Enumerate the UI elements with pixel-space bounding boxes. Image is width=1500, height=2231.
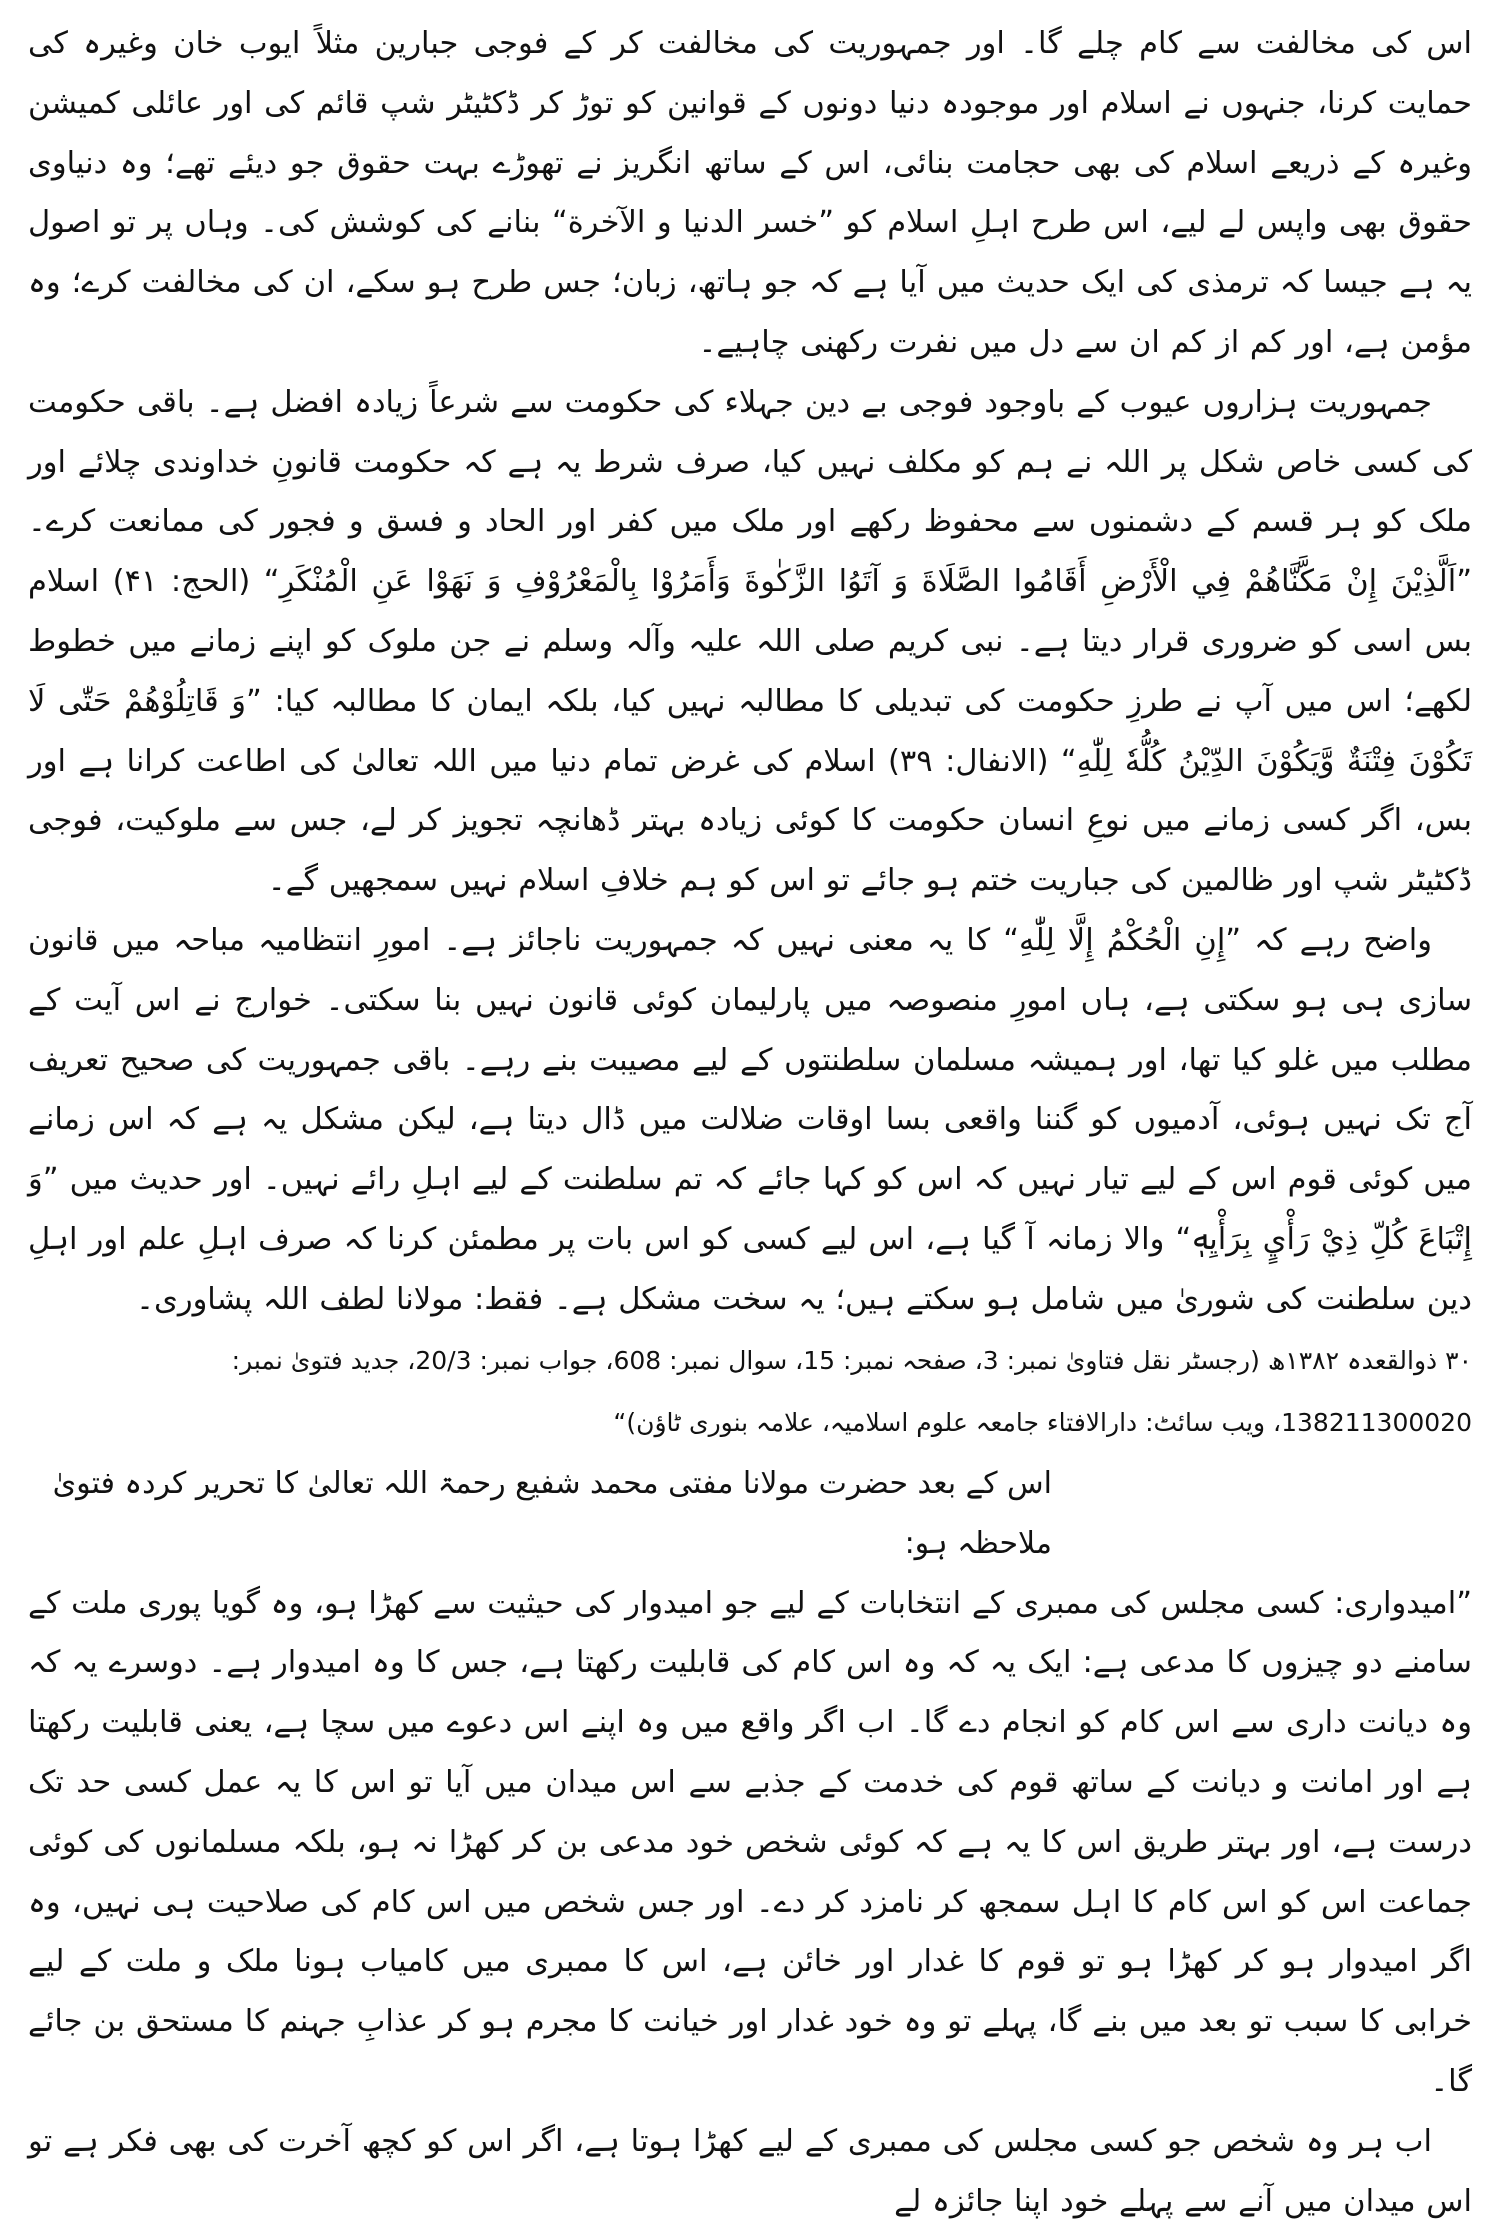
paragraph-democracy-opposition: اس کی مخالفت سے کام چلے گا۔ اور جمہوریت کی مخالفت کر کے فوجی جبارین مثلاً ایوب خان وغیرہ کی حمایت کرنا، جنہوں نے اسلام اور موجودہ دنیا دونوں کے قوانین کو توڑ کر ڈکٹیٹر شپ قائم کی اور عائلی کمیشن وغیرہ کے ذریعے اسلام کی بھی حجامت بنائی، اس کے ساتھ انگریز نے تھوڑے بہت حقوق جو دیئے تھے؛ وہ دنیاوی حقوق بھی واپس لے لیے، اس طرح اہلِ اسلام کو ”خسر الدنیا و الآخرة“ بنانے کی کوشش کی۔ وہاں پر تو اصول یہ ہے جیسا کہ ترمذی کی ایک حدیث میں آیا ہے کہ جو ہاتھ، زبان؛ جس طرح ہو سکے، ان کی مخالفت کرے؛ وہ مؤمن ہے، اور کم از کم ان سے دل میں نفرت رکھنی چاہیے۔	[28, 26, 1472, 360]
paragraph-hukm-lillah: واضح رہے کہ ”إِنِ الْحُكْمُ إِلَّا لِلّٰهِ“ کا یہ معنی نہیں کہ جمہوریت ناجائز ہے۔ امورِ انتظامیہ مباحہ میں قانون سازی ہی ہو سکتی ہے، ہاں امورِ منصوصہ میں پارلیمان کوئی قانون نہیں بنا سکتی۔ خوارج نے اس آیت کے مطلب میں غلو کیا تھا، اور ہمیشہ مسلمان سلطنتوں کے لیے مصیبت بنے رہے۔ باقی جمہوریت کی صحیح تعریف آج تک نہیں ہوئی، آدمیوں کو گننا واقعی بسا اوقات ضلالت میں ڈال دیتا ہے، لیکن مشکل یہ ہے کہ اس زمانے میں کوئی قوم اس کے لیے تیار نہیں کہ اس کو کہا جائے کہ تم سلطنت کے لیے اہلِ رائے نہیں۔ اور حدیث میں ”وَ إِتْبَاعَ كُلِّ ذِيْ رَأْيٍ بِرَأْيِهٖ“ والا زمانہ آ گیا ہے، اس لیے کسی کو اس بات پر مطمئن کرنا کہ صرف اہلِ علم اور اہلِ دین سلطنت کی شوریٰ میں شامل ہو سکتے ہیں؛ یہ سخت مشکل ہے۔ فقط: مولانا لطف اللہ پشاوری۔	[28, 922, 1472, 1317]
paragraph-self-assessment: اب ہر وہ شخص جو کسی مجلس کی ممبری کے لیے کھڑا ہوتا ہے، اگر اس کو کچھ آخرت کی بھی فکر ہے تو اس میدان میں آنے سے پہلے خود اپنا جائزہ لے	[28, 2123, 1472, 2219]
paragraph-democracy-superior: جمہوریت ہزاروں عیوب کے باوجود فوجی بے دین جہلاء کی حکومت سے شرعاً زیادہ افضل ہے۔ باقی حکومت کی کسی خاص شکل پر اللہ نے ہم کو مکلف نہیں کیا، صرف شرط یہ ہے کہ حکومت قانونِ خداوندی چلائے اور ملک کو ہر قسم کے دشمنوں سے محفوظ رکھے اور ملک میں کفر اور الحاد و فسق و فجور کی ممانعت کرے۔ ”اَلَّذِيْنَ إِنْ مَكَّنَّاهُمْ فِي الْأَرْضِ أَقَامُوا الصَّلَاةَ وَ آتَوُا الزَّكٰوةَ وَأَمَرُوْا بِالْمَعْرُوْفِ وَ نَهَوْا عَنِ الْمُنْكَرِ“ (الحج: ۴۱) اسلام بس اسی کو ضروری قرار دیتا ہے۔ نبی کریم صلی اللہ علیہ وآلہ وسلم نے جن ملوک کو اپنے زمانے میں خطوط لکھے؛ اس میں آپ نے طرزِ حکومت کی تبدیلی کا مطالبہ نہیں کیا، بلکہ ایمان کا مطالبہ کیا: ”وَ قَاتِلُوْهُمْ حَتّٰى لَا تَكُوْنَ فِتْنَةٌ وَّيَكُوْنَ الدِّيْنُ كُلُّهٗ لِلّٰهِ“ (الانفال: ۳۹) اسلام کی غرض تمام دنیا میں اللہ تعالیٰ کی اطاعت کرانا ہے اور بس، اگر کسی زمانے میں نوعِ انسان حکومت کا کوئی زیادہ بہتر ڈھانچہ تجویز کر لے، جس سے ملوکیت، فوجی ڈکٹیٹر شپ اور ظالمین کی جباریت ختم ہو جائے تو اس کو ہم خلافِ اسلام نہیں سمجھیں گے۔	[28, 384, 1472, 899]
intro-line: اس کے بعد حضرت مولانا مفتی محمد شفیع رحمۃ اللہ تعالیٰ کا تحریر کردہ فتویٰ ملاحظہ ہو:	[52, 1465, 1052, 1561]
body-text-top	[28, 14, 1472, 1330]
reference-line: ۳۰ ذوالقعدہ ۱۳۸۲ھ (رجسٹر نقل فتاویٰ نمبر: 3، صفحہ نمبر: 15، سوال نمبر: 608، جواب نمبر: 20/3، جدید فتویٰ نمبر: 138211300020، ویب سائٹ: دارالافتاء جامعہ علوم اسلامیہ، علامہ بنوری ٹاؤن)“	[231, 1345, 1472, 1437]
paragraph-candidacy: ”امیدواری: کسی مجلس کی ممبری کے انتخابات کے لیے جو امیدوار کی حیثیت سے کھڑا ہو، وہ گویا پوری ملت کے سامنے دو چیزوں کا مدعی ہے: ایک یہ کہ وہ اس کام کی قابلیت رکھتا ہے، جس کا وہ امیدوار ہے۔ دوسرے یہ کہ وہ دیانت داری سے اس کام کو انجام دے گا۔ اب اگر واقع میں وہ اپنے اس دعوے میں سچا ہے، یعنی قابلیت رکھتا ہے اور امانت و دیانت کے ساتھ قوم کی خدمت کے جذبے سے اس میدان میں آیا تو اس کا یہ عمل کسی حد تک درست ہے، اور بہتر طریق اس کا یہ ہے کہ کوئی شخص خود مدعی بن کر کھڑا نہ ہو، بلکہ مسلمانوں کی کوئی جماعت اس کو اس کام کا اہل سمجھ کر نامزد کر دے۔ اور جس شخص میں اس کام کی صلاحیت ہی نہیں، وہ اگر امیدوار ہو کر کھڑا ہو تو قوم کا غدار اور خائن ہے، اس کا ممبری میں کامیاب ہونا ملک و ملت کے لیے خرابی کا سبب تو بعد میں بنے گا، پہلے تو وہ خود غدار اور خیانت کا مجرم ہو کر عذابِ جہنم کا مستحق بن جائے گا۔	[28, 1585, 1472, 2099]
document-page	[28, 14, 1472, 2219]
fatwa-reference	[28, 1330, 1472, 1454]
second-fatwa-intro	[28, 1454, 1472, 1574]
body-text-bottom	[28, 1574, 1472, 2231]
